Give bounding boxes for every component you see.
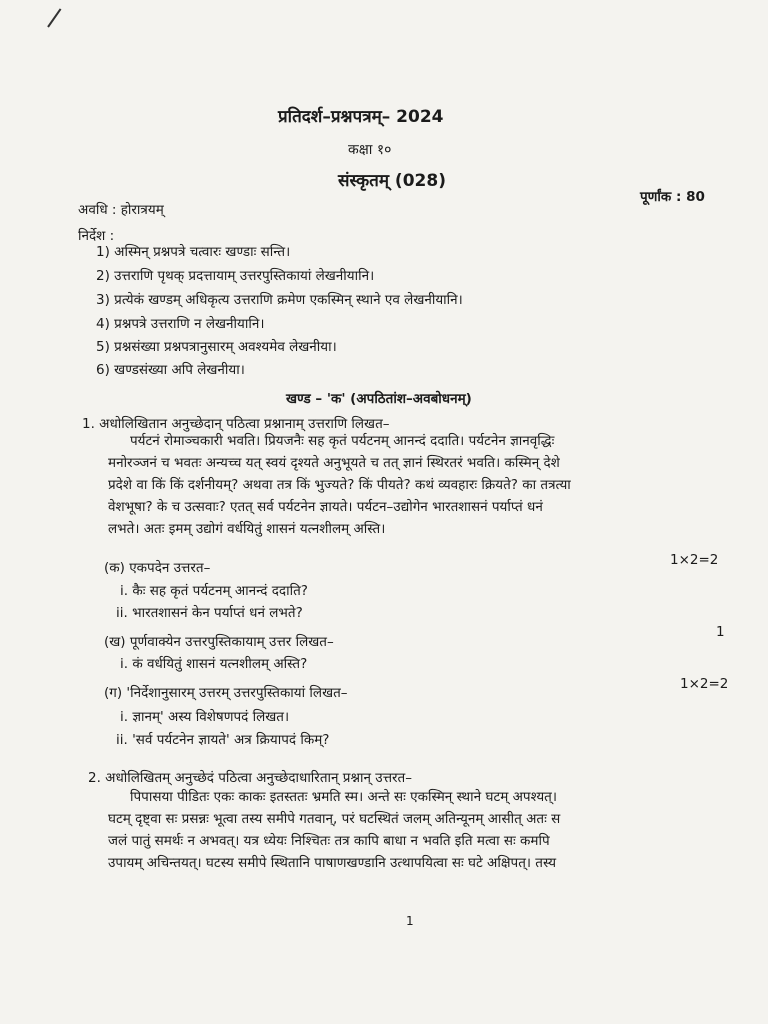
q1a-item: ii. भारतशासनं केन पर्याप्तं धनं लभते? xyxy=(116,605,303,621)
q1c-item: i. ज्ञानम्' अस्य विशेषणपदं लिखत। xyxy=(120,709,290,725)
q1c-marks: 1×2=2 xyxy=(680,676,729,692)
section-a-heading: खण्ड – 'क' (अपठितांश–अवबोधनम्) xyxy=(286,391,472,407)
instruction-item: 4) प्रश्नपत्रे उत्तराणि न लेखनीयानि। xyxy=(96,316,265,332)
instruction-item: 1) अस्मिन् प्रश्नपत्रे चत्वारः खण्डाः सन्ति। xyxy=(96,244,291,260)
passage-line: लभते। अतः इमम् उद्योगं वर्धयितुं शासनं यत्नशीलम् अस्ति। xyxy=(108,521,386,537)
q1b-marks: 1 xyxy=(716,624,725,640)
q2-passage xyxy=(108,786,750,874)
duration: अवधि : होरात्रयम् xyxy=(78,202,164,218)
q1b-item: i. कं वर्धयितुं शासनं यत्नशीलम् अस्ति? xyxy=(120,656,308,672)
passage-line: मनोरञ्जनं च भवतः अन्यच्च यत् स्वयं दृश्यते अनुभूयते च तत् ज्ञानं स्थिरतरं भवति। कस्मिन् देशे xyxy=(108,455,560,471)
passage-line: वेशभूषा? के च उत्सवाः? एतत् सर्व पर्यटनेन ज्ञायते। पर्यटन–उद्योगेन भारतशासनं पर्याप्तं धनं xyxy=(108,499,543,515)
instructions-heading: निर्देश : xyxy=(78,228,115,244)
instruction-item: 5) प्रश्नसंख्या प्रश्नपत्रानुसारम् अवश्यमेव लेखनीया। xyxy=(96,339,337,355)
q1c-item: ii. 'सर्व पर्यटनेन ज्ञायते' अत्र क्रियापदं किम्? xyxy=(116,732,330,748)
q1-prompt: 1. अधोलिखितान अनुच्छेदान् पठित्वा प्रश्नानाम् उत्तराणि लिखत– xyxy=(82,416,390,432)
instruction-item: 3) प्रत्येकं खण्डम् अधिकृत्य उत्तराणि क्रमेण एकस्मिन् स्थाने एव लेखनीयानि। xyxy=(96,292,463,308)
q1-passage xyxy=(108,430,750,540)
passage-line: जलं पातुं समर्थः न अभवत्। यत्र ध्येयः निश्चितः तत्र कापि बाधा न भवति इति मत्वा सः कमपि xyxy=(108,833,550,849)
max-marks: पूर्णांक : 80 xyxy=(640,189,705,205)
instruction-item: 2) उत्तराणि पृथक् प्रदत्तायाम् उत्तरपुस्तिकायां लेखनीयानि। xyxy=(96,268,375,284)
passage-line: पिपासया पीडितः एकः काकः इतस्ततः भ्रमति स्म। अन्ते सः एकस्मिन् स्थाने घटम् अपश्यत्। xyxy=(130,789,557,805)
instruction-item: 6) खण्डसंख्या अपि लेखनीया। xyxy=(96,362,245,378)
passage-line: घटम् दृष्ट्वा सः प्रसन्नः भूत्वा तस्य समीपे गतवान्, परं घटस्थितं जलम् अतिन्यूनम् आसीत् अतः स xyxy=(108,811,561,827)
passage-line: प्रदेशे वा किं किं दर्शनीयम्? अथवा तत्र किं भुज्यते? किं पीयते? कथं व्यवहारः क्रियते? का तत्रत्या xyxy=(108,477,571,493)
page-number: 1 xyxy=(406,914,414,928)
q1a-label: (क) एकपदेन उत्तरत– xyxy=(104,560,211,576)
q1a-item: i. कैः सह कृतं पर्यटनम् आनन्दं ददाति? xyxy=(120,583,308,599)
passage-line: उपायम् अचिन्तयत्। घटस्य समीपे स्थितानि पाषाणखण्डानि उत्थापयित्वा सः घटे अक्षिपत्। तस्य xyxy=(108,855,557,871)
paper-title: प्रतिदर्श–प्रश्नपत्रम्– 2024 xyxy=(278,107,444,127)
q1a-marks: 1×2=2 xyxy=(670,552,719,568)
q1b-label: (ख) पूर्णवाक्येन उत्तरपुस्तिकायाम् उत्तर लिखत– xyxy=(104,634,334,650)
pen-stroke-mark xyxy=(47,8,61,27)
subject-title: संस्कृतम् (028) xyxy=(338,171,446,191)
q1c-label: (ग) 'निर्देशानुसारम् उत्तरम् उत्तरपुस्तिकायां लिखत– xyxy=(104,685,348,701)
passage-line: पर्यटनं रोमाञ्चकारी भवति। प्रियजनैः सह कृतं पर्यटनम् आनन्दं ददाति। पर्यटनेन ज्ञानवृद्धिः xyxy=(130,433,555,449)
q2-prompt: 2. अधोलिखितम् अनुच्छेदं पठित्वा अनुच्छेदाधारितान् प्रश्नान् उत्तरत– xyxy=(88,770,413,786)
class-label: कक्षा १० xyxy=(348,142,392,158)
